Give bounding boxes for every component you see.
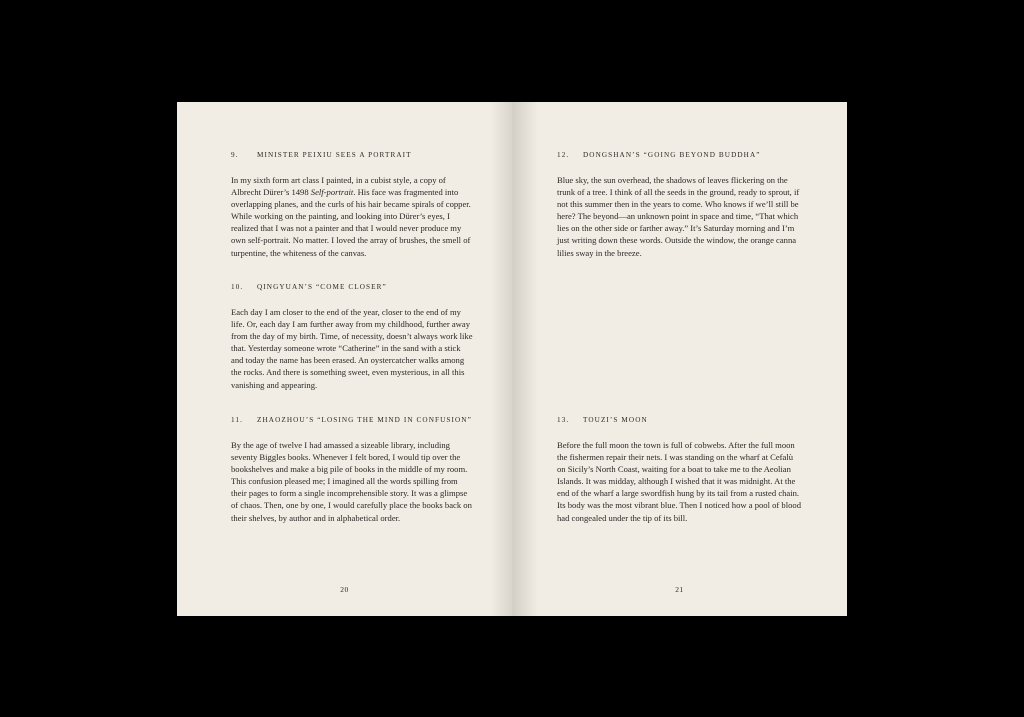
section-title: TOUZI’S MOON <box>583 416 648 424</box>
section-heading <box>231 150 473 160</box>
body-text: . His face was fragmented into overlapping planes, and the curls of his hair became spirals of copper. While working on the painting, and looking into Dürer’s eyes, I realized that I was not a painter and that I would never produce my own self-portrait. No matter. I loved the array of brushes, the smell of turpentine, the whiteness of the canvas. <box>231 187 471 258</box>
section-13 <box>557 415 802 524</box>
section-number: 10. <box>231 283 244 291</box>
section-number: 11. <box>231 416 244 424</box>
section-10 <box>231 282 473 391</box>
section-heading <box>231 415 473 425</box>
section-number: 12. <box>557 151 570 159</box>
section-title: ZHAOZHOU’S “LOSING THE MIND IN CONFUSION” <box>257 416 472 424</box>
page-number: 20 <box>340 585 349 594</box>
body-text: In my sixth form art class I painted, in a cubist style, a copy of Albrecht Dürer’s 1498 <box>231 175 446 198</box>
section-title: MINISTER PEIXIU SEES A PORTRAIT <box>257 151 412 159</box>
section-12 <box>557 150 802 259</box>
section-body: Blue sky, the sun overhead, the shadows of leaves flickering on the trunk of a tree. I think of all the seeds in the ground, ready to sprout, if not this summer then in the years to come. Who knows if we’ll still be here? The beyond—an unknown point in space and time, “That which lies on the other side or farther away.” It’s Saturday morning and I’m just writing down these words. Outside the window, the orange canna lilies sway in the breeze. <box>557 175 800 258</box>
section-body: Each day I am closer to the end of the year, closer to the end of my life. Or, each day I am further away from my childhood, further away from the day of my birth. Time, of necessity, doesn’t always work like that. Yesterday someone wrote “Catherine” in the sand with a stick and today the name has been erased. An oystercatcher walks among the rocks. And there is something sweet, even mysterious, in all this vanishing and appearing. <box>231 307 473 390</box>
book-spread <box>177 102 847 616</box>
section-title: DONGSHAN’S “GOING BEYOND BUDDHA” <box>583 151 761 159</box>
page-number: 21 <box>675 585 684 594</box>
section-body: Before the full moon the town is full of cobwebs. After the full moon the fishermen repair their nets. I was standing on the wharf at Cefalù on Sicily’s North Coast, waiting for a boat to take me to the Aeolian Islands. It was midday, although I wished that it was midnight. At the end of the wharf a large swordfish hung by its tail from a rusted chain. Its body was the most vibrant blue. Then I noticed how a pool of blood had congealed under the tip of its bill. <box>557 440 802 523</box>
section-heading <box>231 282 473 292</box>
section-body <box>231 174 473 259</box>
section-11 <box>231 415 473 524</box>
italic-title: Self-portrait <box>310 187 354 198</box>
left-page <box>177 102 512 616</box>
section-number: 9. <box>231 151 239 159</box>
section-heading <box>557 415 802 425</box>
section-number: 13. <box>557 416 570 424</box>
section-heading <box>557 150 802 160</box>
section-body: By the age of twelve I had amassed a sizeable library, including seventy Biggles books. Whenever I felt bored, I would tip over the bookshelves and make a big pile of books in the middle of my room. This confusion pleased me; I imagined all the words spilling from their pages to form a single incomprehensible story. It was a glimpse of chaos. Then, one by one, I would carefully place the books back on their shelves, by author and in alphabetical order. <box>231 440 472 523</box>
section-9 <box>231 150 473 259</box>
section-title: QINGYUAN’S “COME CLOSER” <box>257 283 387 291</box>
right-page <box>512 102 847 616</box>
